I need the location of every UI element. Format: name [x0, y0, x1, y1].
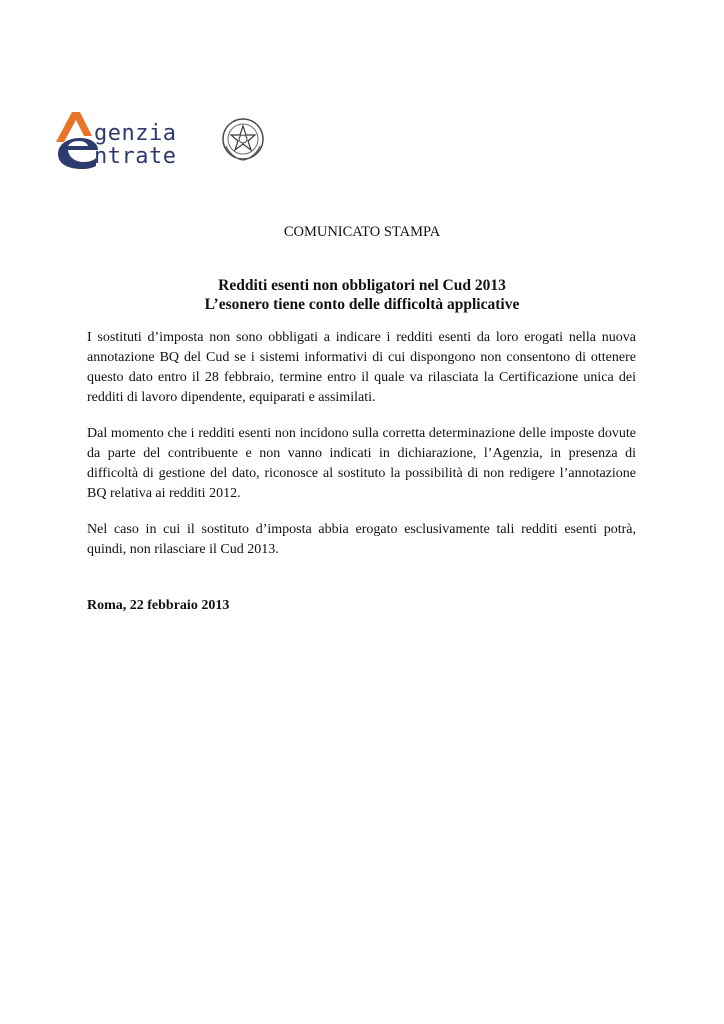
paragraph-2: Dal momento che i redditi esenti non incidono sulla corretta determinazione delle imposte dovute da parte del contribuente e non vanno indicati in dichiarazione, l’Agenzia, in presenza di difficoltà di gestione del dato, riconosce al sostituto la possibilità di non redigere l’annotazione BQ relativa ai redditi 2012.: [87, 426, 636, 501]
agenzia-entrate-logo: [50, 108, 270, 172]
logo-text-agenzia: genzia: [94, 121, 177, 146]
press-release-label: COMUNICATO STAMPA: [283, 224, 441, 240]
paragraph-1: I sostituti d’imposta non sono obbligati a indicare i redditi esenti da loro erogati nella nuova annotazione BQ del Cud se i sistemi informativi di cui dispongono non consentono di ottenere questo dato entro il 28 febbraio, termine entro il quale va rilasciata la Certificazione unica dei redditi di lavoro dipendente, equiparati e assimilati.: [87, 330, 636, 405]
logo-text-entrate: ntrate: [94, 144, 177, 169]
body-text: [87, 328, 636, 576]
italian-emblem-icon: [220, 116, 266, 162]
title-line-2: L’esonero tiene conto delle difficoltà applicative: [204, 296, 520, 313]
document-title: [0, 276, 724, 314]
date-signature: Roma, 22 febbraio 2013: [87, 598, 230, 613]
title-line-1: Redditi esenti non obbligatori nel Cud 2013: [218, 277, 506, 294]
paragraph-3: Nel caso in cui il sostituto d’imposta abbia erogato esclusivamente tali redditi esenti potrà, quindi, non rilasciare il Cud 2013.: [87, 522, 636, 557]
